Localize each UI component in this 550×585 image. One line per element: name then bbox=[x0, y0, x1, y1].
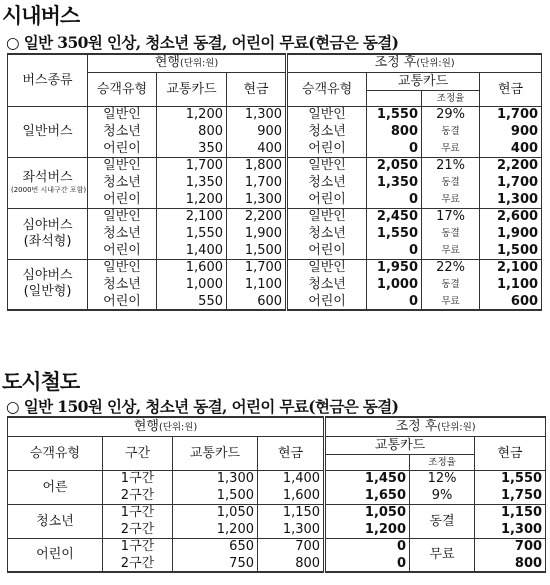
new-card-fare: 1,550 bbox=[367, 225, 422, 242]
card-fare: 800 bbox=[157, 123, 227, 140]
rail-passenger-type-header: 승객유형 bbox=[8, 436, 103, 470]
cash-fare: 1,500 bbox=[227, 242, 287, 259]
rail-new-cash-fare: 1,150 bbox=[475, 504, 546, 521]
adjust-rate: 무료 bbox=[422, 191, 480, 208]
rail-passenger-type: 청소년 bbox=[8, 504, 103, 538]
card-fare: 2,100 bbox=[157, 208, 227, 225]
new-card-fare: 1,950 bbox=[367, 259, 422, 276]
adjusted-header: 조정 후(단위:원) bbox=[287, 54, 542, 72]
rail-new-card-fare: 1,650 bbox=[325, 487, 410, 504]
rail-cash-header: 현금 bbox=[258, 436, 325, 470]
card-fare: 550 bbox=[157, 293, 227, 310]
adjust-rate: 21% bbox=[422, 157, 480, 174]
passenger-type: 일반인 bbox=[88, 259, 157, 276]
passenger-type: 일반인 bbox=[88, 208, 157, 225]
new-cash-fare: 600 bbox=[480, 293, 542, 310]
passenger-type-header: 승객유형 bbox=[88, 72, 157, 106]
card-fare: 1,350 bbox=[157, 174, 227, 191]
bus-type-note: (2000번 시내구간 포함) bbox=[11, 186, 87, 194]
table-row bbox=[8, 191, 542, 208]
rail-cash-fare: 1,150 bbox=[258, 504, 325, 521]
card-fare: 1,000 bbox=[157, 276, 227, 293]
bus-type-name: 일반버스 bbox=[22, 123, 73, 139]
rail-adjust-rate: 12% bbox=[410, 470, 475, 487]
new-card-fare: 800 bbox=[367, 123, 422, 140]
adjust-rate: 동결 bbox=[422, 174, 480, 191]
rail-new-cash-fare: 800 bbox=[475, 555, 546, 572]
rail-new-card-fare: 0 bbox=[325, 538, 410, 555]
passenger-type: 일반인 bbox=[88, 106, 157, 123]
rail-new-cash-fare: 700 bbox=[475, 538, 546, 555]
cash-fare: 2,200 bbox=[227, 208, 287, 225]
card-fare: 350 bbox=[157, 140, 227, 157]
rail-card-fare: 750 bbox=[173, 555, 258, 572]
adjust-rate: 동결 bbox=[422, 225, 480, 242]
new-card-fare: 0 bbox=[367, 242, 422, 259]
table-row bbox=[8, 157, 542, 174]
bus-type-name: 심야버스 bbox=[22, 217, 73, 233]
cash-fare: 1,300 bbox=[227, 106, 287, 123]
passenger-type: 청소년 bbox=[88, 276, 157, 293]
cash-header: 현금 bbox=[227, 72, 287, 106]
rail-new-card-fare: 1,200 bbox=[325, 521, 410, 538]
passenger-type: 어린이 bbox=[88, 140, 157, 157]
table-row bbox=[8, 174, 542, 191]
rail-card-fare: 1,050 bbox=[173, 504, 258, 521]
bus-type-name: 심야버스 bbox=[22, 268, 73, 284]
bus-subtitle: ○ 일반 350원 인상, 청소년 동결, 어린이 무료(현금은 동결) bbox=[6, 33, 399, 52]
table-row bbox=[8, 470, 546, 487]
rail-cash-fare: 1,300 bbox=[258, 521, 325, 538]
bus-type-name: 좌석버스 bbox=[22, 170, 73, 185]
rail-new-card-fare: 0 bbox=[325, 555, 410, 572]
rail-section-title: 도시철도 bbox=[2, 370, 80, 394]
passenger-type: 어린이 bbox=[88, 242, 157, 259]
new-passenger-type: 일반인 bbox=[287, 259, 367, 276]
table-row bbox=[8, 504, 546, 521]
adjust-rate: 무료 bbox=[422, 242, 480, 259]
new-passenger-type: 어린이 bbox=[287, 191, 367, 208]
adjust-rate: 17% bbox=[422, 208, 480, 225]
rail-adjust-rate: 무료 bbox=[410, 538, 475, 572]
table-row bbox=[8, 242, 542, 259]
rail-adjust-rate: 9% bbox=[410, 487, 475, 504]
card-fare: 1,200 bbox=[157, 106, 227, 123]
new-cash-fare: 1,100 bbox=[480, 276, 542, 293]
adjust-rate: 무료 bbox=[422, 293, 480, 310]
new-passenger-type-header: 승객유형 bbox=[287, 72, 367, 106]
cash-fare: 1,900 bbox=[227, 225, 287, 242]
rail-zone: 2구간 bbox=[103, 487, 173, 504]
card-fare: 1,200 bbox=[157, 191, 227, 208]
table-row bbox=[8, 259, 542, 276]
rail-card-header: 교통카드 bbox=[173, 436, 258, 470]
new-cash-fare: 2,600 bbox=[480, 208, 542, 225]
adjust-rate: 22% bbox=[422, 259, 480, 276]
new-card-fare: 1,000 bbox=[367, 276, 422, 293]
table-row bbox=[8, 276, 542, 293]
new-cash-fare: 1,700 bbox=[480, 174, 542, 191]
cash-fare: 900 bbox=[227, 123, 287, 140]
bus-type-cell bbox=[8, 157, 88, 208]
table-row bbox=[8, 106, 542, 123]
passenger-type: 청소년 bbox=[88, 174, 157, 191]
new-passenger-type: 일반인 bbox=[287, 208, 367, 225]
rate-header: 조정율 bbox=[422, 90, 480, 106]
table-row bbox=[8, 225, 542, 242]
rail-new-cash-fare: 1,550 bbox=[475, 470, 546, 487]
passenger-type: 어린이 bbox=[88, 293, 157, 310]
new-card-fare: 2,450 bbox=[367, 208, 422, 225]
bus-type-cell bbox=[8, 106, 88, 157]
bus-type-header: 버스종류 bbox=[8, 54, 88, 106]
new-card-fare: 2,050 bbox=[367, 157, 422, 174]
rail-card-fare: 1,500 bbox=[173, 487, 258, 504]
bus-type-note: (일반형) bbox=[23, 284, 72, 300]
card-fare: 1,600 bbox=[157, 259, 227, 276]
passenger-type: 청소년 bbox=[88, 225, 157, 242]
rail-new-cash-fare: 1,750 bbox=[475, 487, 546, 504]
cash-fare: 1,300 bbox=[227, 191, 287, 208]
current-header: 현행(단위:원) bbox=[88, 54, 287, 72]
cash-fare: 600 bbox=[227, 293, 287, 310]
new-card-header: 교통카드 bbox=[367, 72, 480, 90]
bus-section-title: 시내버스 bbox=[2, 4, 80, 28]
table-row bbox=[8, 123, 542, 140]
card-fare: 1,700 bbox=[157, 157, 227, 174]
rail-new-cash-fare: 1,300 bbox=[475, 521, 546, 538]
new-passenger-type: 청소년 bbox=[287, 276, 367, 293]
new-passenger-type: 일반인 bbox=[287, 106, 367, 123]
rail-passenger-type: 어른 bbox=[8, 470, 103, 504]
bus-type-cell bbox=[8, 259, 88, 310]
new-cash-fare: 1,900 bbox=[480, 225, 542, 242]
rail-section-header: 구간 bbox=[103, 436, 173, 470]
rail-new-cash-header: 현금 bbox=[475, 436, 546, 470]
card-header: 교통카드 bbox=[157, 72, 227, 106]
new-cash-fare: 1,300 bbox=[480, 191, 542, 208]
new-passenger-type: 어린이 bbox=[287, 293, 367, 310]
new-cash-header: 현금 bbox=[480, 72, 542, 106]
rail-cash-fare: 700 bbox=[258, 538, 325, 555]
rail-rate-header: 조정율 bbox=[410, 454, 475, 470]
cash-fare: 1,700 bbox=[227, 259, 287, 276]
cash-fare: 1,800 bbox=[227, 157, 287, 174]
cash-fare: 1,100 bbox=[227, 276, 287, 293]
table-row bbox=[8, 538, 546, 555]
passenger-type: 일반인 bbox=[88, 157, 157, 174]
table-row bbox=[8, 208, 542, 225]
bus-type-note: (좌석형) bbox=[23, 233, 72, 249]
rail-cash-fare: 1,400 bbox=[258, 470, 325, 487]
passenger-type: 청소년 bbox=[88, 123, 157, 140]
rail-cash-fare: 800 bbox=[258, 555, 325, 572]
new-cash-fare: 1,700 bbox=[480, 106, 542, 123]
rail-zone: 2구간 bbox=[103, 555, 173, 572]
adjust-rate: 29% bbox=[422, 106, 480, 123]
new-passenger-type: 청소년 bbox=[287, 123, 367, 140]
new-passenger-type: 청소년 bbox=[287, 174, 367, 191]
new-card-fare: 0 bbox=[367, 293, 422, 310]
rail-new-card-fare: 1,050 bbox=[325, 504, 410, 521]
card-fare: 1,550 bbox=[157, 225, 227, 242]
adjust-rate: 무료 bbox=[422, 140, 480, 157]
card-fare: 1,400 bbox=[157, 242, 227, 259]
rail-new-card-header: 교통카드 bbox=[325, 436, 475, 454]
rail-new-card-fare: 1,450 bbox=[325, 470, 410, 487]
new-cash-fare: 1,500 bbox=[480, 242, 542, 259]
new-card-fare: 0 bbox=[367, 191, 422, 208]
adjust-rate: 동결 bbox=[422, 276, 480, 293]
rail-card-fare: 1,200 bbox=[173, 521, 258, 538]
new-passenger-type: 일반인 bbox=[287, 157, 367, 174]
cash-fare: 1,700 bbox=[227, 174, 287, 191]
new-passenger-type: 청소년 bbox=[287, 225, 367, 242]
cash-fare: 400 bbox=[227, 140, 287, 157]
rail-passenger-type: 어린이 bbox=[8, 538, 103, 572]
passenger-type: 어린이 bbox=[88, 191, 157, 208]
rail-cash-fare: 1,600 bbox=[258, 487, 325, 504]
rail-zone: 1구간 bbox=[103, 538, 173, 555]
table-row bbox=[8, 293, 542, 310]
new-card-fare: 0 bbox=[367, 140, 422, 157]
bus-fare-table bbox=[7, 53, 542, 311]
rail-card-fare: 650 bbox=[173, 538, 258, 555]
rail-card-fare: 1,300 bbox=[173, 470, 258, 487]
new-cash-fare: 900 bbox=[480, 123, 542, 140]
bus-type-cell bbox=[8, 208, 88, 259]
new-passenger-type: 어린이 bbox=[287, 140, 367, 157]
rail-subtitle: ○ 일반 150원 인상, 청소년 동결, 어린이 무료(현금은 동결) bbox=[6, 397, 399, 416]
rail-zone: 1구간 bbox=[103, 470, 173, 487]
new-cash-fare: 2,100 bbox=[480, 259, 542, 276]
rail-fare-table bbox=[7, 416, 546, 573]
rail-zone: 1구간 bbox=[103, 504, 173, 521]
rail-current-header: 현행(단위:원) bbox=[8, 417, 325, 436]
rail-zone: 2구간 bbox=[103, 521, 173, 538]
new-cash-fare: 400 bbox=[480, 140, 542, 157]
new-card-fare: 1,550 bbox=[367, 106, 422, 123]
new-card-fare: 1,350 bbox=[367, 174, 422, 191]
rail-adjust-rate: 동결 bbox=[410, 504, 475, 538]
table-row bbox=[8, 140, 542, 157]
adjust-rate: 동결 bbox=[422, 123, 480, 140]
new-cash-fare: 2,200 bbox=[480, 157, 542, 174]
new-passenger-type: 어린이 bbox=[287, 242, 367, 259]
rail-adjusted-header: 조정 후(단위:원) bbox=[325, 417, 546, 436]
